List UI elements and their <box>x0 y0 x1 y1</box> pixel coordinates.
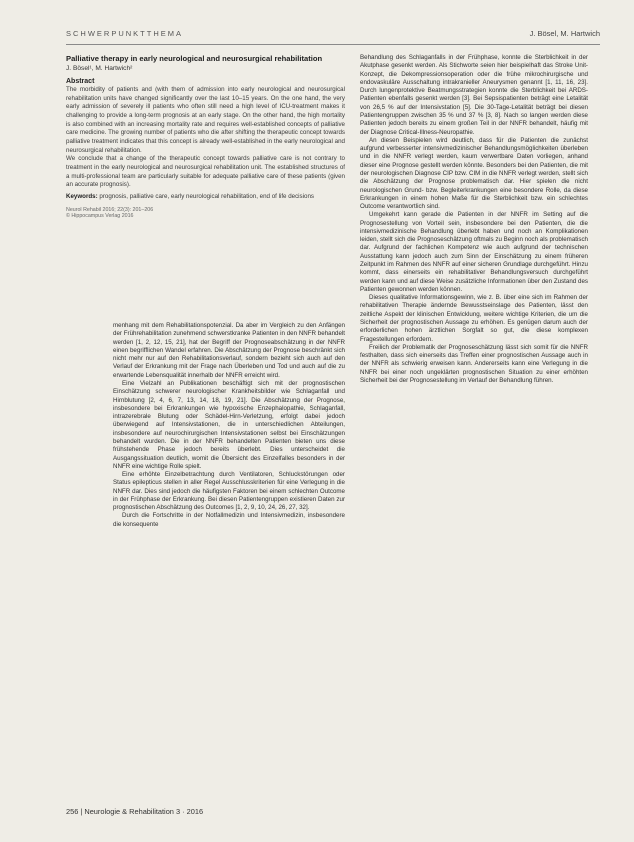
abstract-paragraph: We conclude that a change of the therapeutic concept towards palliative care is not contrary to treatment in the early neurological and neurosurgical rehabilitation unit. The established structures of a multi-professional team are particularly suitable for adequate palliative care of these patients (given an accurate prognosis). <box>66 155 345 189</box>
body-column-left <box>113 322 345 529</box>
article-authors: J. Bösel¹, M. Hartwich² <box>66 65 133 72</box>
keywords-label: Keywords: <box>66 192 98 200</box>
copyright-line: © Hippocampus Verlag 2016 <box>66 213 134 220</box>
body-paragraph: Freilich der Problematik der Prognoseschätzung lässt sich somit für die NNFR festhalten, dass sich einerseits das Treffen einer prognostischen Aussage auch in der NNFR als schwierig erweisen kann. Andererseits kann eine Verlegung in die NNFR bei einer noch ungeklärten prognostischen Situation zu einer erhöhten Sicherheit bei der Prognosestellung im Verlauf der Behandlung führen. <box>360 343 588 384</box>
header-rule <box>66 44 600 45</box>
abstract-paragraph: The morbidity of patients and (with them of admission into early neurological and neurosurgical rehabilitation units have changed significantly over the last 10–15 years. On the one hand, the very early admission of severely ill patients who often still need a high level of ICU-treatment makes it challenging to provide a long-term prognosis at an early stage. On the other hand, the high mortality is also combined with an increasing mortality rate and requires well-established concepts of palliative care medicine. The growing number of patients who die after shifting the therapeutic concept towards palliative treatment indicates that this concept is already well-established in the early neurological and neurosurgical rehabilitation. <box>66 86 345 154</box>
body-paragraph: Eine Vielzahl an Publikationen beschäftigt sich mit der prognostischen Einschätzung schwerer neurologischer Krankheitsbilder wie Schlaganfall und Hirnblutung [2, 4, 6, 7, 13, 14, 18, 19, 21]. Die Abschätzung der Prognose, insbesondere bei Erkrankungen wie hypoxische Enzephalopathie, Schlaganfall, intrazerebrale Blutung oder Schädel-Hirn-Verletzung, erfolgt dabei jedoch überwiegend auf Intensivstationen, die in unterschiedlichen Abteilungen, insbesondere auf neurochirurgischen Intensivstationen selbst bei Einschätzungen behandelt wurden. Die in der NNFR behandelten Patienten bieten uns diese frühstehende Phase jedoch bereits überlebt. Dies unterscheidet die Ausgangssituation deutlich, womit die Übersicht des Einzelfalles besonders in der NNFR eine wichtige Rolle spielt. <box>113 379 345 470</box>
keywords-text: prognosis, palliative care, early neurological rehabilitation, end of life decisions <box>99 192 314 200</box>
body-paragraph: Durch die Fortschritte in der Notfallmedizin und Intensivmedizin, insbesondere die konsequente <box>113 512 345 528</box>
body-column-right <box>360 54 588 385</box>
body-paragraph: An diesen Beispielen wird deutlich, dass für die Patienten die zunächst aufgrund verbesserter intensivmedizinischer Behandlungsmöglichkeiten überleben und in die NNFR verlegt werden, kaum verwertbare Daten vorliegen, anhand dieser eine Prognose gestellt werden könnte. Besonders bei den Patienten, die mit der neurologischen Diagnose CIP bzw. CIM in die NNFR verlegt werden, stellt sich die Abschätzung der Prognose problematisch dar. Hier spielen die nicht neurologischen Grund- bzw. Begleiterkrankungen eine besondere Rolle, da diese Erkrankungen in einem hohen Maße für die Sterblichkeit bzw. ein schlechtes Outcome verantwortlich sind. <box>360 136 588 211</box>
citation-meta <box>66 207 345 220</box>
body-paragraph: Eine erhöhte Einzelbetrachtung durch Ventilatoren, Schluckstörungen oder Status epilepticus stellen in aller Regel Ausschlusskriterien für eine Verlegung in die NNFR dar. Dies sind jedoch die häufigsten Faktoren bei einem schlechten Outcome in der Frühphase der Erkrankung. Bei diesen Patientengruppen existieren Daten zur prognostischen Abschätzung des Outcomes [1, 2, 9, 10, 24, 26, 27, 32]. <box>113 471 345 512</box>
body-paragraph: Behandlung des Schlaganfalls in der Frühphase, konnte die Sterblichkeit in der Akutphase gesenkt werden. Als Stichworte seien hier beispielhaft das Stroke Unit-Konzept, die Dekompressionsoperation oder die frühe mikrochirurgische und endovaskuläre Ausschaltung intrakranieller Aneurysmen genannt [1, 11, 16, 23]. Durch lungenprotektive Beatmungsstrategien konnte die Sterblichkeit bei ARDS-Patienten ebenfalls gesenkt werden [3]. Bei Sepsispatienten beträgt eine Letalität von 26,5 % auf der Intensivstation [5]. Die 30-Tage-Letalität beträgt bei diesen Patientengruppen zwischen 35 % und 37 % [3, 8]. Nach so langen werden diese Patienten jedoch bereits zu einem großen Teil in der NNFR behandelt, häufig mit der Diagnose Critical-Illness-Neuropathie. <box>360 54 588 136</box>
article-title: Palliative therapy in early neurological and neurosurgical rehabilitation <box>66 54 323 63</box>
body-paragraph: Dieses qualitative Informationsgewinn, wie z. B. über eine sich im Rahmen der rehabilitativen Therapie ändernde Bewusstseinslage des Patienten, lässt den zeitliche Aspekt der klinischen Entwicklung, weitere wichtige Kriterien, die um die Sicherheit der prognostischen Aussage zu erhöhen. Es genügen darum auch der erforderlichen hohen ärztlichen Sorgfalt so gut, die diese komplexen Fragestellungen erfordern. <box>360 294 588 343</box>
keywords <box>66 193 345 202</box>
body-paragraph: Umgekehrt kann gerade die Patienten in der NNFR im Setting auf die Prognosestellung von Vorteil sein, insbesondere bei den Patienten, die die intensivmedizinische Behandlung überlebt haben und noch an Komplikationen leiden, stellt sich die Prognoseschätzung oftmals zu Beginn noch als problematisch dar. Aufgrund der fachlichen Kompetenz wie auch aufgrund der technischen Ausstattung kann jedoch auch zum Sinn der Einschätzung zu einem früheren Zeitpunkt im Rahmen des NNFR auf einer sicheren Grundlage durchgeführt. Hinzu kommt, dass einerseits ein rehabilitativer Behandlungsversuch durchgeführt werden kann und auf diese Weise zusätzliche Informationen über den Zustand des Patienten gewonnen werden können. <box>360 211 588 293</box>
running-header <box>66 29 600 41</box>
header-authors: J. Bösel, M. Hartwich <box>529 29 600 38</box>
abstract-block <box>66 54 345 220</box>
page-footer: 256 | Neurologie & Rehabilitation 3 · 2016 <box>66 807 204 816</box>
abstract-heading: Abstract <box>66 78 95 85</box>
body-paragraph: menhang mit dem Rehabilitationspotenzial. Da aber im Vergleich zu den Anfängen der Frührehabilitation zunehmend schwerstkranke Patienten in den NNFR behandelt werden [1, 2, 12, 15, 21], hat der Begriff der Prognoseabschätzung in der NNFR einen begrifflichen Wandel erfahren. Die Abschätzung der Prognose beschränkt sich nicht mehr nur auf den Rehabilitationsverlauf, sondern bezieht sich auch auf den Verlauf der Erkrankung mit der Frage nach Überleben und Tod und auch auf die zu erwartende Lebensqualität innerhalb der NNFR erreicht wird. <box>113 322 345 379</box>
section-label: SCHWERPUNKTTHEMA <box>66 29 184 38</box>
citation-line: Neurol Rehabil 2016; 22(3): 201–206 <box>66 206 154 213</box>
